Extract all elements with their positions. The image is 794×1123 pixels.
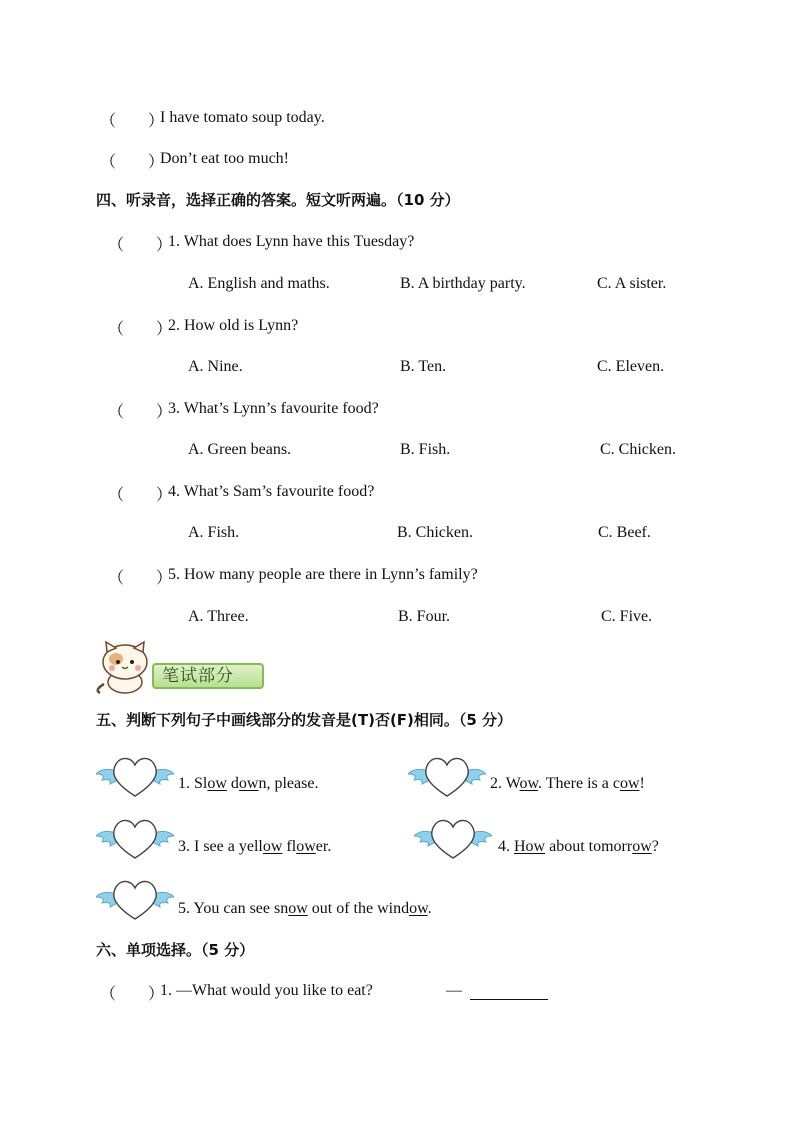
question-text: 1. —What would you like to eat?	[160, 982, 373, 999]
answer-dash: —	[446, 982, 462, 999]
option-a: A. Fish.	[188, 524, 240, 541]
winged-heart-icon	[408, 752, 486, 800]
sentence-5: 5. You can see snow out of the window.	[178, 900, 432, 917]
winged-heart-icon	[96, 875, 174, 923]
item-text: Don’t eat too much!	[160, 150, 290, 167]
answer-paren[interactable]: （ ）	[108, 237, 173, 254]
banner-label: 笔试部分	[162, 666, 234, 686]
sentence-1: 1. Slow down, please.	[178, 775, 319, 792]
option-b: B. Four.	[398, 608, 451, 625]
option-b: B. Chicken.	[397, 524, 473, 541]
option-c: C. Beef.	[598, 524, 651, 541]
option-c: C. Five.	[601, 608, 653, 625]
option-b: B. Fish.	[400, 441, 451, 458]
cat-mascot-icon	[94, 640, 156, 694]
answer-paren[interactable]: （ ）	[108, 570, 173, 587]
sentence-2: 2. Wow. There is a cow!	[490, 775, 645, 792]
question-text: 4. What’s Sam’s favourite food?	[168, 483, 375, 500]
answer-paren[interactable]: （ ）	[108, 404, 173, 421]
option-c: C. Chicken.	[600, 441, 676, 458]
question-text: 5. How many people are there in Lynn’s family?	[168, 566, 478, 583]
option-b: B. A birthday party.	[400, 275, 526, 292]
answer-paren[interactable]: （ ）	[100, 113, 165, 130]
option-a: A. Green beans.	[188, 441, 292, 458]
option-a: A. Three.	[188, 608, 249, 625]
sentence-3: 3. I see a yellow flower.	[178, 838, 332, 855]
question-text: 3. What’s Lynn’s favourite food?	[168, 400, 379, 417]
option-c: C. Eleven.	[597, 358, 665, 375]
question-text: 1. What does Lynn have this Tuesday?	[168, 233, 415, 250]
answer-blank[interactable]	[470, 981, 548, 1000]
question-text: 2. How old is Lynn?	[168, 317, 299, 334]
option-a: A. English and maths.	[188, 275, 330, 292]
section-4-title: 四、听录音，选择正确的答案。短文听两遍。（10 分）	[96, 191, 460, 209]
answer-paren[interactable]: （ ）	[108, 487, 173, 504]
answer-paren[interactable]: （ ）	[100, 154, 165, 171]
sentence-4: 4. How about tomorrow?	[498, 838, 659, 855]
section-6-title: 六、单项选择。（5 分）	[96, 941, 255, 959]
option-c: C. A sister.	[597, 275, 667, 292]
item-text: I have tomato soup today.	[160, 109, 325, 126]
answer-paren[interactable]: （ ）	[108, 321, 173, 338]
answer-paren[interactable]: （ ）	[100, 986, 165, 1003]
option-a: A. Nine.	[188, 358, 243, 375]
winged-heart-icon	[96, 814, 174, 862]
option-b: B. Ten.	[400, 358, 447, 375]
section-5-title: 五、判断下列句子中画线部分的发音是(T)否(F)相同。（5 分）	[96, 711, 513, 729]
winged-heart-icon	[96, 752, 174, 800]
winged-heart-icon	[414, 814, 492, 862]
